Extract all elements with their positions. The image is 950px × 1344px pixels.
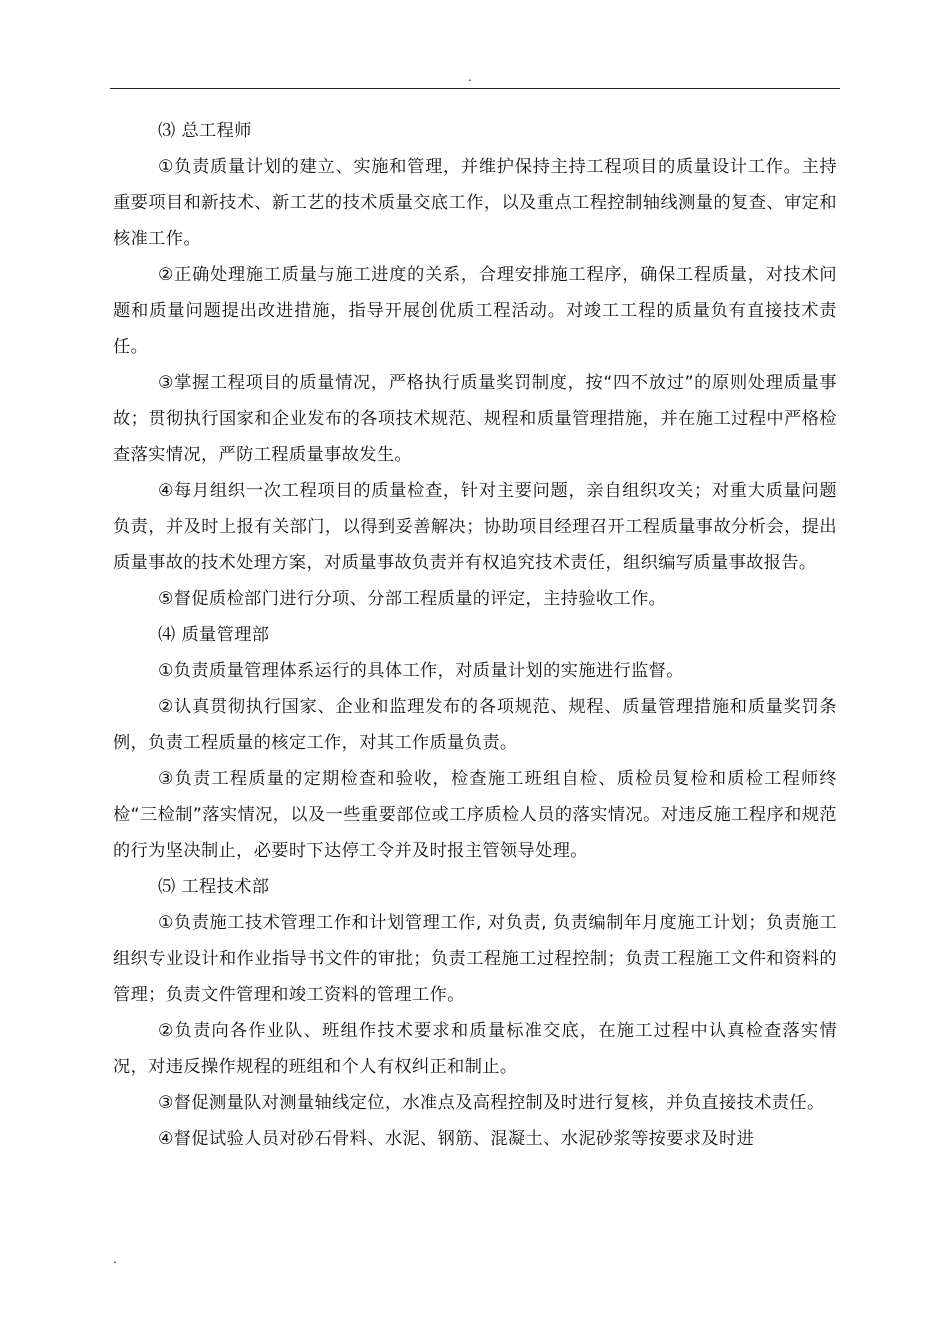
section-heading-chief-engineer: ⑶ 总工程师 [158,121,252,141]
paragraph: ①负责质量计划的建立、实施和管理，并维护保持主持工程项目的质量设计工作。主持重要项目和新技术、新工艺的技术质量交底工作，以及重点工程控制轴线测量的复查、审定和核准工作。 [113,157,837,249]
paragraph: ③掌握工程项目的质量情况，严格执行质量奖罚制度，按“四不放过”的原则处理质量事故；贯彻执行国家和企业发布的各项技术规范、规程和质量管理措施，并在施工过程中严格检查落实情况，严防工程质量事故发生。 [113,373,837,465]
paragraph: ④督促试验人员对砂石骨料、水泥、钢筋、混凝土、水泥砂浆等按要求及时进 [158,1129,755,1149]
paragraph: ③负责工程质量的定期检查和验收，检查施工班组自检、质检员复检和质检工程师终检“三检制”落实情况，以及一些重要部位或工序质检人员的落实情况。对违反施工程序和规范的行为坚决制止，必要时下达停工令并及时报主管领导处理。 [113,769,837,861]
section-heading-quality-dept: ⑷ 质量管理部 [158,625,270,645]
paragraph: ⑤督促质检部门进行分项、分部工程质量的评定，主持验收工作。 [158,589,667,609]
paragraph: ②正确处理施工质量与施工进度的关系，合理安排施工程序，确保工程质量，对技术问题和质量问题提出改进措施，指导开展创优质工程活动。对竣工工程的质量负有直接技术责任。 [113,265,837,357]
paragraph: ①负责施工技术管理工作和计划管理工作, 对负责, 负责编制年月度施工计划；负责施工组织专业设计和作业指导书文件的审批；负责工程施工过程控制；负责工程施工文件和资料的管理；负责文件管理和竣工资料的管理工作。 [113,913,837,1005]
header-rule [110,88,840,89]
paragraph: ②负责向各作业队、班组作技术要求和质量标准交底，在施工过程中认真检查落实情况，对违反操作规程的班组和个人有权纠正和制止。 [113,1021,837,1077]
section-heading-engineering-dept: ⑸ 工程技术部 [158,877,270,897]
paragraph: ④每月组织一次工程项目的质量检查，针对主要问题，亲自组织攻关；对重大质量问题负责，并及时上报有关部门，以得到妥善解决；协助项目经理召开工程质量事故分析会，提出质量事故的技术处理方案，对质量事故负责并有权追究技术责任，组织编写质量事故报告。 [113,481,837,573]
header-dot: . [468,70,472,84]
paragraph: ②认真贯彻执行国家、企业和监理发布的各项规范、规程、质量管理措施和质量奖罚条例，负责工程质量的核定工作，对其工作质量负责。 [113,697,837,753]
footer-dot: . [113,1252,117,1266]
paragraph: ①负责质量管理体系运行的具体工作，对质量计划的实施进行监督。 [158,661,684,681]
document-body [113,113,837,1157]
paragraph: ③督促测量队对测量轴线定位，水准点及高程控制及时进行复核，并负直接技术责任。 [158,1093,825,1113]
